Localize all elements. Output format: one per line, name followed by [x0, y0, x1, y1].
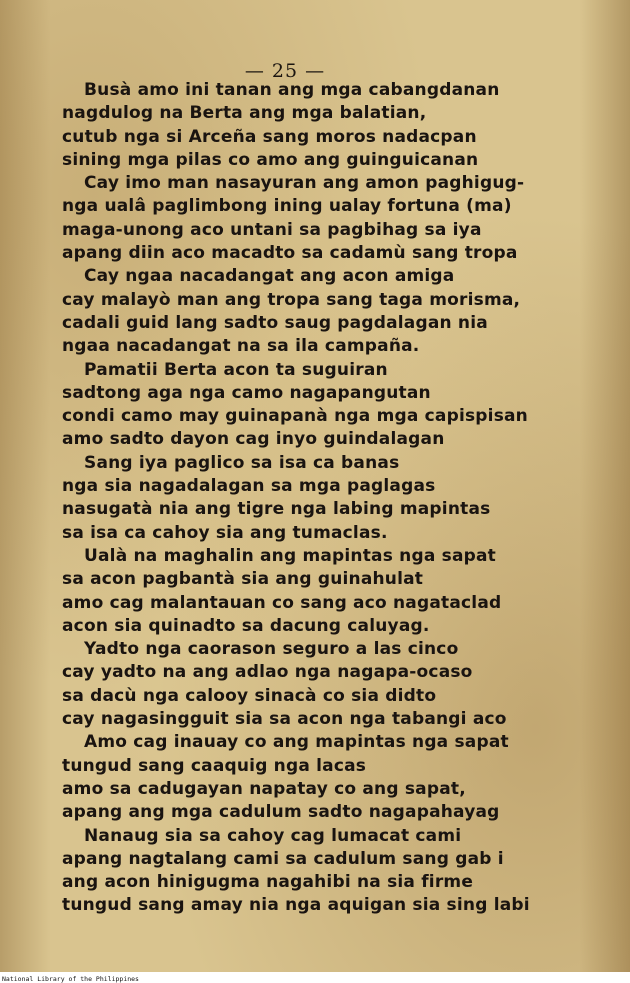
poem-line: sa acon pagbantà sia ang guinahulat	[62, 569, 424, 590]
poem-line: apang nagtalang cami sa cadulum sang gab i	[62, 848, 504, 869]
poem-line: maga-unong aco untani sa pagbihag sa iya	[62, 219, 482, 240]
poem-line: Amo cag inauay co ang mapintas nga sapat	[84, 732, 509, 753]
poem-line: Pamatii Berta acon ta suguiran	[84, 359, 388, 380]
poem-line: Nanaug sia sa cahoy cag lumacat cami	[84, 825, 462, 846]
poem-line: ang acon hinigugma nagahibi na sia firme	[62, 872, 474, 893]
poem-line: amo cag malantauan co sang aco nagataclad	[62, 592, 502, 613]
poem-text-block	[62, 79, 562, 918]
poem-line: acon sia quinadto sa dacung caluyag.	[62, 615, 430, 636]
poem-line: sa dacù nga calooy sinacà co sia didto	[62, 685, 437, 706]
poem-line: Ualà na maghalin ang mapintas nga sapat	[84, 545, 496, 566]
poem-line: cay yadto na ang adlao nga nagapa-ocaso	[62, 662, 473, 683]
poem-line: Cay ngaa nacadangat ang acon amiga	[84, 266, 455, 287]
poem-line: nagdulog na Berta ang mga balatian,	[62, 103, 427, 124]
poem-line: cadali guid lang sadto saug pagdalagan nia	[62, 312, 488, 333]
poem-line: amo sadto dayon cag inyo guindalagan	[62, 429, 445, 450]
poem-line: Cay imo man nasayuran ang amon paghigug-	[84, 173, 525, 194]
poem-line: nga sia nagadalagan sa mga paglagas	[62, 476, 436, 497]
poem-line: Busà amo ini tanan ang mga cabangdanan	[84, 80, 500, 100]
poem-line: nasugatà nia ang tigre nga labing mapintas	[62, 499, 491, 520]
poem-line: tungud sang caaquig nga lacas	[62, 755, 367, 776]
poem-line: ngaa nacadangat na sa ila campaña.	[62, 336, 420, 357]
poem-line: condi camo may guinapanà nga mga capispisan	[62, 406, 528, 427]
poem-line: nga ualâ paglimbong ining ualay fortuna (ma)	[62, 196, 512, 217]
poem-line: amo sa cadugayan napatay co ang sapat,	[62, 778, 466, 799]
poem-line: sa isa ca cahoy sia ang tumaclas.	[62, 522, 388, 543]
library-credit: National Library of the Philippines	[2, 975, 139, 983]
poem-line: Sang iya paglico sa isa ca banas	[84, 452, 400, 473]
poem-line: cay nagasingguit sia sa acon nga tabangi aco	[62, 709, 507, 730]
poem-line: cutub nga si Arceña sang moros nadacpan	[62, 126, 477, 147]
poem-line: sining mga pilas co amo ang guinguicanan	[62, 149, 479, 170]
poem-line: cay malayò man ang tropa sang taga morisma,	[62, 289, 521, 310]
poem-line: apang ang mga cadulum sadto nagapahayag	[62, 802, 500, 823]
poem-line: apang diin aco macadto sa cadamù sang tropa	[62, 243, 518, 264]
page-number: — 25 —	[244, 60, 326, 82]
poem-line: tungud sang amay nia nga aquigan sia sing labi	[62, 895, 530, 916]
poem-line: sadtong aga nga camo nagapangutan	[62, 382, 431, 403]
poem-line: Yadto nga caorason seguro a las cinco	[84, 639, 459, 660]
